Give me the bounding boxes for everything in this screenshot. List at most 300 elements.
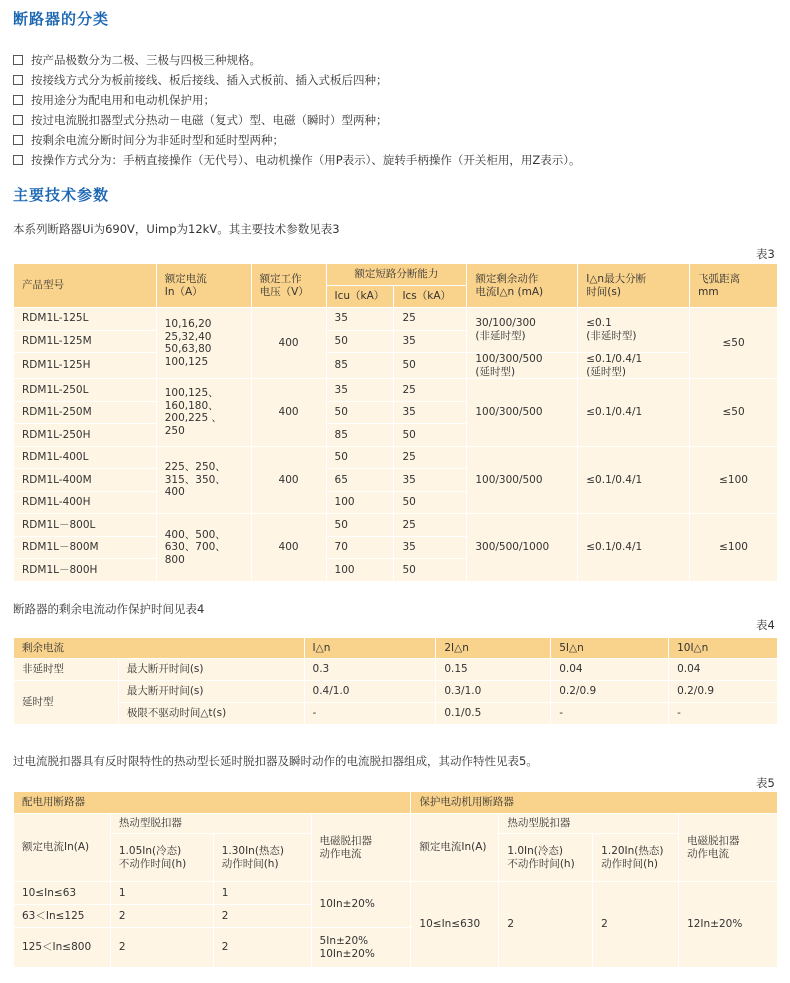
icu-cell <box>326 353 394 379</box>
em-header-line: 电磁脱扣器 <box>687 834 740 847</box>
list-item-text: 按操作方式分为：手柄直接操作（无代号）、电动机操作（用P表示）、旋转手柄操作（开关柜用，用Z表示）。 <box>31 153 581 167</box>
left-title <box>14 792 411 814</box>
rated-current-header-text: 额定电流In(A) <box>22 841 90 854</box>
time-cell-line: (延时型) <box>586 365 626 378</box>
col-arc-line: mm <box>698 285 719 298</box>
value-cell-text: 0.2/0.9 <box>677 685 715 698</box>
col-voltage-line: 额定工作 <box>259 272 302 285</box>
time-cell-line: ≤0.1/0.4/1 <box>586 353 643 365</box>
table-row <box>14 514 778 537</box>
ics-cell-text: 35 <box>402 541 416 554</box>
table-row <box>14 681 778 703</box>
current-cell-line: 160,180、 <box>164 399 219 412</box>
value-cell <box>213 928 311 968</box>
arc-cell <box>690 379 778 447</box>
arc-cell-text: ≤100 <box>719 541 748 554</box>
ics-cell <box>394 446 467 469</box>
icu-cell <box>326 330 394 353</box>
sub-cell-text: 最大断开时间(s) <box>126 663 204 676</box>
residual-current-header-text: 剩余电流 <box>22 641 64 654</box>
thermal-header-text: 热动型脱扣器 <box>118 817 182 830</box>
model-cell <box>14 308 157 331</box>
list-item <box>13 90 581 110</box>
ics-cell-text: 25 <box>402 451 416 464</box>
current-cell-line: 10,16,20 <box>164 317 212 330</box>
col-time <box>578 264 690 308</box>
ics-cell <box>394 379 467 402</box>
table-row <box>14 353 778 379</box>
icu-cell <box>326 424 394 447</box>
list-item-text: 按用途分为配电用和电动机保护用； <box>31 93 215 107</box>
table-row <box>14 882 778 905</box>
value-cell <box>593 882 679 968</box>
em-cell <box>679 882 778 968</box>
col-model <box>14 264 157 308</box>
arc-cell-text: ≤100 <box>719 473 748 486</box>
specs-intro: 本系列断路器Ui为690V，Uimp为12kV。其主要技术参数见表3 <box>13 222 340 236</box>
icu-cell-text: 50 <box>334 406 348 419</box>
value-cell-text: 0.4/1.0 <box>312 685 350 698</box>
table4-intro: 断路器的剩余电流动作保护时间见表4 <box>13 602 205 616</box>
value-cell <box>551 703 669 725</box>
type-cell-text: 非延时型 <box>22 663 64 676</box>
icu-cell-text: 70 <box>334 541 348 554</box>
idn-cell-line: 100/300/500 <box>475 353 543 365</box>
ics-cell-text: 25 <box>402 312 416 325</box>
icu-cell <box>326 308 394 331</box>
value-cell-text: 0.04 <box>559 663 583 676</box>
idn-cell <box>467 446 578 514</box>
value-cell <box>110 928 213 968</box>
col-ics-text: Ics（kA） <box>402 290 452 303</box>
icu-cell <box>326 379 394 402</box>
model-cell-text: RDM1L-125M <box>22 334 92 347</box>
classification-list <box>13 50 581 170</box>
value-cell <box>304 659 436 681</box>
model-cell <box>14 401 157 424</box>
ics-cell <box>394 491 467 514</box>
col-model-text: 产品型号 <box>22 279 64 292</box>
multiple-header <box>551 638 669 659</box>
model-cell <box>14 514 157 537</box>
icu-cell <box>326 514 394 537</box>
range-cell <box>14 905 111 928</box>
icu-cell-text: 35 <box>334 383 348 396</box>
current-cell <box>156 308 251 379</box>
ics-cell-text: 50 <box>402 563 416 576</box>
model-cell-text: RDM1L-400M <box>22 473 92 486</box>
hot-header <box>213 834 311 882</box>
col-ics <box>394 286 467 308</box>
section-title-classification: 断路器的分类 <box>13 10 110 28</box>
multiple-header-text: 10I△n <box>677 641 709 654</box>
residual-current-header <box>14 638 305 659</box>
col-idn-line: 电流I△n (mA) <box>475 285 544 298</box>
em-header <box>311 814 411 882</box>
time-cell <box>578 308 690 353</box>
value-cell-text: 2 <box>221 941 229 954</box>
value-cell-text: 2 <box>118 941 126 954</box>
value-cell-text: 2 <box>601 918 608 931</box>
icu-cell-text: 100 <box>334 496 355 509</box>
icu-cell <box>326 536 394 559</box>
value-cell <box>436 659 551 681</box>
type-cell <box>14 681 119 725</box>
value-cell-text: 1 <box>221 886 229 899</box>
model-cell <box>14 559 157 582</box>
value-cell-text: - <box>559 707 564 720</box>
right-title-text: 保护电动机用断路器 <box>419 796 514 809</box>
ics-cell-text: 50 <box>402 428 416 441</box>
multiple-header <box>436 638 551 659</box>
list-item-text: 按剩余电流分断时间分为非延时型和延时型两种； <box>31 133 284 147</box>
time-cell-text: ≤0.1/0.4/1 <box>586 541 643 554</box>
model-cell-text: RDM1L-125H <box>22 359 91 372</box>
idn-cell <box>467 379 578 447</box>
current-cell-line: 400、500、 <box>164 528 226 541</box>
table-header-row <box>14 638 778 659</box>
em-cell-text: 10In±20% <box>319 898 375 911</box>
list-item <box>13 150 581 170</box>
arc-cell <box>690 514 778 582</box>
range-cell <box>411 882 499 968</box>
em-cell-text: 12In±20% <box>687 918 743 931</box>
rated-current-header <box>14 814 111 882</box>
ics-cell <box>394 401 467 424</box>
arc-cell-text: ≤50 <box>722 406 745 419</box>
model-cell <box>14 330 157 353</box>
checkbox-icon <box>13 55 23 65</box>
model-cell-text: RDM1L-250M <box>22 406 92 419</box>
value-cell-text: - <box>312 707 317 720</box>
table-row <box>14 308 778 331</box>
current-cell-line: 225、250、 <box>164 461 226 474</box>
ics-cell <box>394 353 467 379</box>
table-header-row <box>14 264 778 286</box>
hot-header-line: 动作时间(h) <box>601 857 659 870</box>
ics-cell <box>394 514 467 537</box>
current-cell <box>156 446 251 514</box>
voltage-cell <box>251 379 326 447</box>
value-cell-text: 0.2/0.9 <box>559 685 597 698</box>
value-cell-text: 0.04 <box>677 663 701 676</box>
model-cell <box>14 353 157 379</box>
ics-cell-text: 35 <box>402 406 416 419</box>
list-item <box>13 70 581 90</box>
voltage-cell-text: 400 <box>278 336 299 349</box>
multiple-header <box>669 638 778 659</box>
value-cell-text: 2 <box>221 909 229 922</box>
range-cell <box>14 928 111 968</box>
ics-cell-text: 25 <box>402 383 416 396</box>
time-cell-text: ≤0.1/0.4/1 <box>586 473 643 486</box>
time-cell <box>578 446 690 514</box>
model-cell-text: RDM1L－800H <box>22 563 98 576</box>
rated-current-header <box>411 814 499 882</box>
value-cell-text: 2 <box>507 918 515 931</box>
voltage-cell <box>251 446 326 514</box>
table4-label: 表4 <box>756 618 775 632</box>
ics-cell <box>394 559 467 582</box>
rated-current-header-text: 额定电流In(A) <box>419 841 487 854</box>
table-row <box>14 703 778 725</box>
checkbox-icon <box>13 95 23 105</box>
list-item <box>13 50 581 70</box>
value-cell <box>304 703 436 725</box>
col-icu-text: Icu（kA） <box>334 290 385 303</box>
table-header-row <box>14 814 778 834</box>
section-title-specs: 主要技术参数 <box>13 186 110 204</box>
current-cell <box>156 379 251 447</box>
current-cell-line: 630、700、 <box>164 541 226 554</box>
hot-header-line: 1.20In(热态) <box>601 844 664 857</box>
table3 <box>13 263 778 582</box>
icu-cell-text: 100 <box>334 563 355 576</box>
checkbox-icon <box>13 135 23 145</box>
em-header-line: 动作电流 <box>687 847 730 860</box>
ics-cell <box>394 308 467 331</box>
hot-header-line: 1.30In(热态) <box>221 844 285 857</box>
col-time-line: 时间(s) <box>586 285 621 298</box>
col-time-line: I△n最大分断 <box>586 272 647 285</box>
ics-cell-text: 50 <box>402 496 416 509</box>
icu-cell <box>326 446 394 469</box>
table3-label: 表3 <box>756 247 775 261</box>
cold-header <box>499 834 593 882</box>
right-title <box>411 792 778 814</box>
voltage-cell <box>251 514 326 582</box>
current-cell-line: 25,32,40 <box>164 330 212 343</box>
type-cell <box>14 659 119 681</box>
col-voltage-line: 电压（V） <box>259 285 309 298</box>
current-cell-line: 200,225 、 <box>164 412 222 425</box>
range-cell <box>14 882 111 905</box>
em-cell-line: 10In±20% <box>319 947 375 960</box>
range-cell-text: 63＜In≤125 <box>22 909 85 922</box>
time-cell <box>578 514 690 582</box>
idn-cell-text: 300/500/1000 <box>475 541 550 554</box>
arc-cell-text: ≤50 <box>722 336 745 349</box>
icu-cell-text: 50 <box>334 334 348 347</box>
model-cell-text: RDM1L-250H <box>22 428 91 441</box>
cold-header-line: 不动作时间(h) <box>507 857 575 870</box>
range-cell-text: 10≤In≤63 <box>22 886 77 899</box>
icu-cell <box>326 469 394 492</box>
value-cell <box>436 703 551 725</box>
ics-cell-text: 35 <box>402 473 416 486</box>
sub-cell <box>118 659 304 681</box>
ics-cell-text: 50 <box>402 359 416 372</box>
list-item-text: 按过电流脱扣器型式分热动－电磁（复式）型、电磁（瞬时）型两种； <box>31 113 388 127</box>
idn-cell-text: 100/300/500 <box>475 473 543 486</box>
time-cell-line: ≤0.1 <box>586 317 612 330</box>
sub-cell <box>118 681 304 703</box>
ics-cell <box>394 330 467 353</box>
range-cell-text: 125＜In≤800 <box>22 941 92 954</box>
model-cell <box>14 424 157 447</box>
value-cell <box>551 659 669 681</box>
value-cell <box>669 659 778 681</box>
idn-cell <box>467 353 578 379</box>
sub-cell-text: 极限不驱动时间△t(s) <box>126 707 227 720</box>
model-cell <box>14 491 157 514</box>
value-cell-text: 0.3 <box>312 663 330 676</box>
em-header-line: 电磁脱扣器 <box>319 834 373 847</box>
current-cell-line: 100,125 <box>164 355 209 368</box>
value-cell <box>110 905 213 928</box>
table-row <box>14 446 778 469</box>
col-current <box>156 264 251 308</box>
list-item <box>13 130 581 150</box>
current-cell-line: 250 <box>164 425 185 438</box>
checkbox-icon <box>13 75 23 85</box>
icu-cell <box>326 559 394 582</box>
icu-cell-text: 65 <box>334 473 348 486</box>
voltage-cell-text: 400 <box>278 473 299 486</box>
voltage-cell <box>251 308 326 379</box>
idn-cell <box>467 514 578 582</box>
value-cell <box>213 905 311 928</box>
list-item <box>13 110 581 130</box>
col-arc-line: 飞弧距离 <box>698 272 741 285</box>
multiple-header <box>304 638 436 659</box>
model-cell <box>14 536 157 559</box>
hot-header-line: 动作时间(h) <box>221 857 279 870</box>
time-cell-line: (非延时型) <box>586 330 637 342</box>
model-cell-text: RDM1L-400H <box>22 496 91 509</box>
thermal-header <box>499 814 679 834</box>
icu-cell <box>326 491 394 514</box>
thermal-header <box>110 814 311 834</box>
icu-cell <box>326 401 394 424</box>
current-cell-line: 100,125、 <box>164 387 219 400</box>
icu-cell-text: 35 <box>334 312 348 325</box>
value-cell <box>551 681 669 703</box>
current-cell-line: 50,63,80 <box>164 343 212 356</box>
checkbox-icon <box>13 115 23 125</box>
time-cell <box>578 379 690 447</box>
ics-cell <box>394 536 467 559</box>
type-cell-text: 延时型 <box>22 696 54 709</box>
table-row <box>14 659 778 681</box>
cold-header-line: 1.05In(冷态) <box>118 844 182 857</box>
model-cell <box>14 469 157 492</box>
model-cell <box>14 379 157 402</box>
thermal-header-text: 热动型脱扣器 <box>507 817 571 830</box>
value-cell-text: 0.3/1.0 <box>444 685 482 698</box>
multiple-header-text: 2I△n <box>444 641 469 654</box>
current-cell <box>156 514 251 582</box>
table5-label: 表5 <box>756 776 775 790</box>
value-cell-text: - <box>677 707 681 720</box>
value-cell-text: 0.15 <box>444 663 468 676</box>
idn-cell <box>467 308 578 353</box>
table5 <box>13 791 778 968</box>
em-cell-line: 5In±20% <box>319 934 369 947</box>
value-cell <box>499 882 593 968</box>
col-breaking <box>326 264 467 286</box>
icu-cell-text: 85 <box>334 359 348 372</box>
icu-cell-text: 50 <box>334 451 348 464</box>
checkbox-icon <box>13 155 23 165</box>
em-header <box>679 814 778 882</box>
ics-cell <box>394 469 467 492</box>
icu-cell-text: 50 <box>334 518 348 531</box>
idn-cell-line: (非延时型) <box>475 330 526 342</box>
value-cell-text: 2 <box>118 909 126 922</box>
table-row <box>14 379 778 402</box>
idn-cell-text: 100/300/500 <box>475 406 543 419</box>
em-cell <box>311 882 411 928</box>
cold-header-line: 不动作时间(h) <box>118 857 187 870</box>
model-cell-text: RDM1L-125L <box>22 312 89 325</box>
model-cell-text: RDM1L－800L <box>22 518 96 531</box>
col-voltage <box>251 264 326 308</box>
voltage-cell-text: 400 <box>278 406 299 419</box>
col-arc <box>690 264 778 308</box>
col-current-line: In（A） <box>164 285 203 298</box>
value-cell-text: 0.1/0.5 <box>444 707 482 720</box>
value-cell <box>669 703 778 725</box>
sub-cell-text: 最大断开时间(s) <box>126 685 204 698</box>
model-cell-text: RDM1L-250L <box>22 383 89 396</box>
idn-cell-line: (延时型) <box>475 365 516 378</box>
multiple-header-text: 5I△n <box>559 641 584 654</box>
time-cell <box>578 353 690 379</box>
multiple-header-text: I△n <box>312 641 331 654</box>
model-cell <box>14 446 157 469</box>
table5-intro: 过电流脱扣器具有反时限特性的热动型长延时脱扣器及瞬时动作的电流脱扣器组成，其动作特性见表5。 <box>13 754 538 768</box>
value-cell <box>669 681 778 703</box>
em-cell <box>311 928 411 968</box>
idn-cell-line: 30/100/300 <box>475 317 536 330</box>
list-item-text: 按产品极数分为二极、三极与四极三种规格。 <box>31 53 261 67</box>
hot-header <box>593 834 679 882</box>
value-cell <box>110 882 213 905</box>
col-icu <box>326 286 394 308</box>
value-cell <box>436 681 551 703</box>
table4 <box>13 637 778 725</box>
range-cell-text: 10≤In≤630 <box>419 918 481 931</box>
current-cell-line: 315、350、 <box>164 473 226 486</box>
col-current-line: 额定电流 <box>164 272 207 285</box>
value-cell <box>213 882 311 905</box>
value-cell <box>304 681 436 703</box>
left-title-text: 配电用断路器 <box>22 796 85 809</box>
cold-header-line: 1.0In(冷态) <box>507 844 563 857</box>
time-cell-text: ≤0.1/0.4/1 <box>586 406 643 419</box>
em-header-line: 动作电流 <box>319 847 362 860</box>
cold-header <box>110 834 213 882</box>
ics-cell <box>394 424 467 447</box>
model-cell-text: RDM1L－800M <box>22 541 99 554</box>
icu-cell-text: 85 <box>334 428 348 441</box>
value-cell-text: 1 <box>118 886 126 899</box>
sub-cell <box>118 703 304 725</box>
col-idn <box>467 264 578 308</box>
current-cell-line: 400 <box>164 486 185 499</box>
arc-cell <box>690 308 778 379</box>
model-cell-text: RDM1L-400L <box>22 451 89 464</box>
list-item-text: 按接线方式分为板前接线、板后接线、插入式板前、插入式板后四种； <box>31 73 388 87</box>
voltage-cell-text: 400 <box>278 541 299 554</box>
table-header-row <box>14 792 778 814</box>
current-cell-line: 800 <box>164 553 185 566</box>
ics-cell-text: 35 <box>402 334 416 347</box>
arc-cell <box>690 446 778 514</box>
col-breaking-text: 额定短路分断能力 <box>354 268 439 281</box>
ics-cell-text: 25 <box>402 518 416 531</box>
